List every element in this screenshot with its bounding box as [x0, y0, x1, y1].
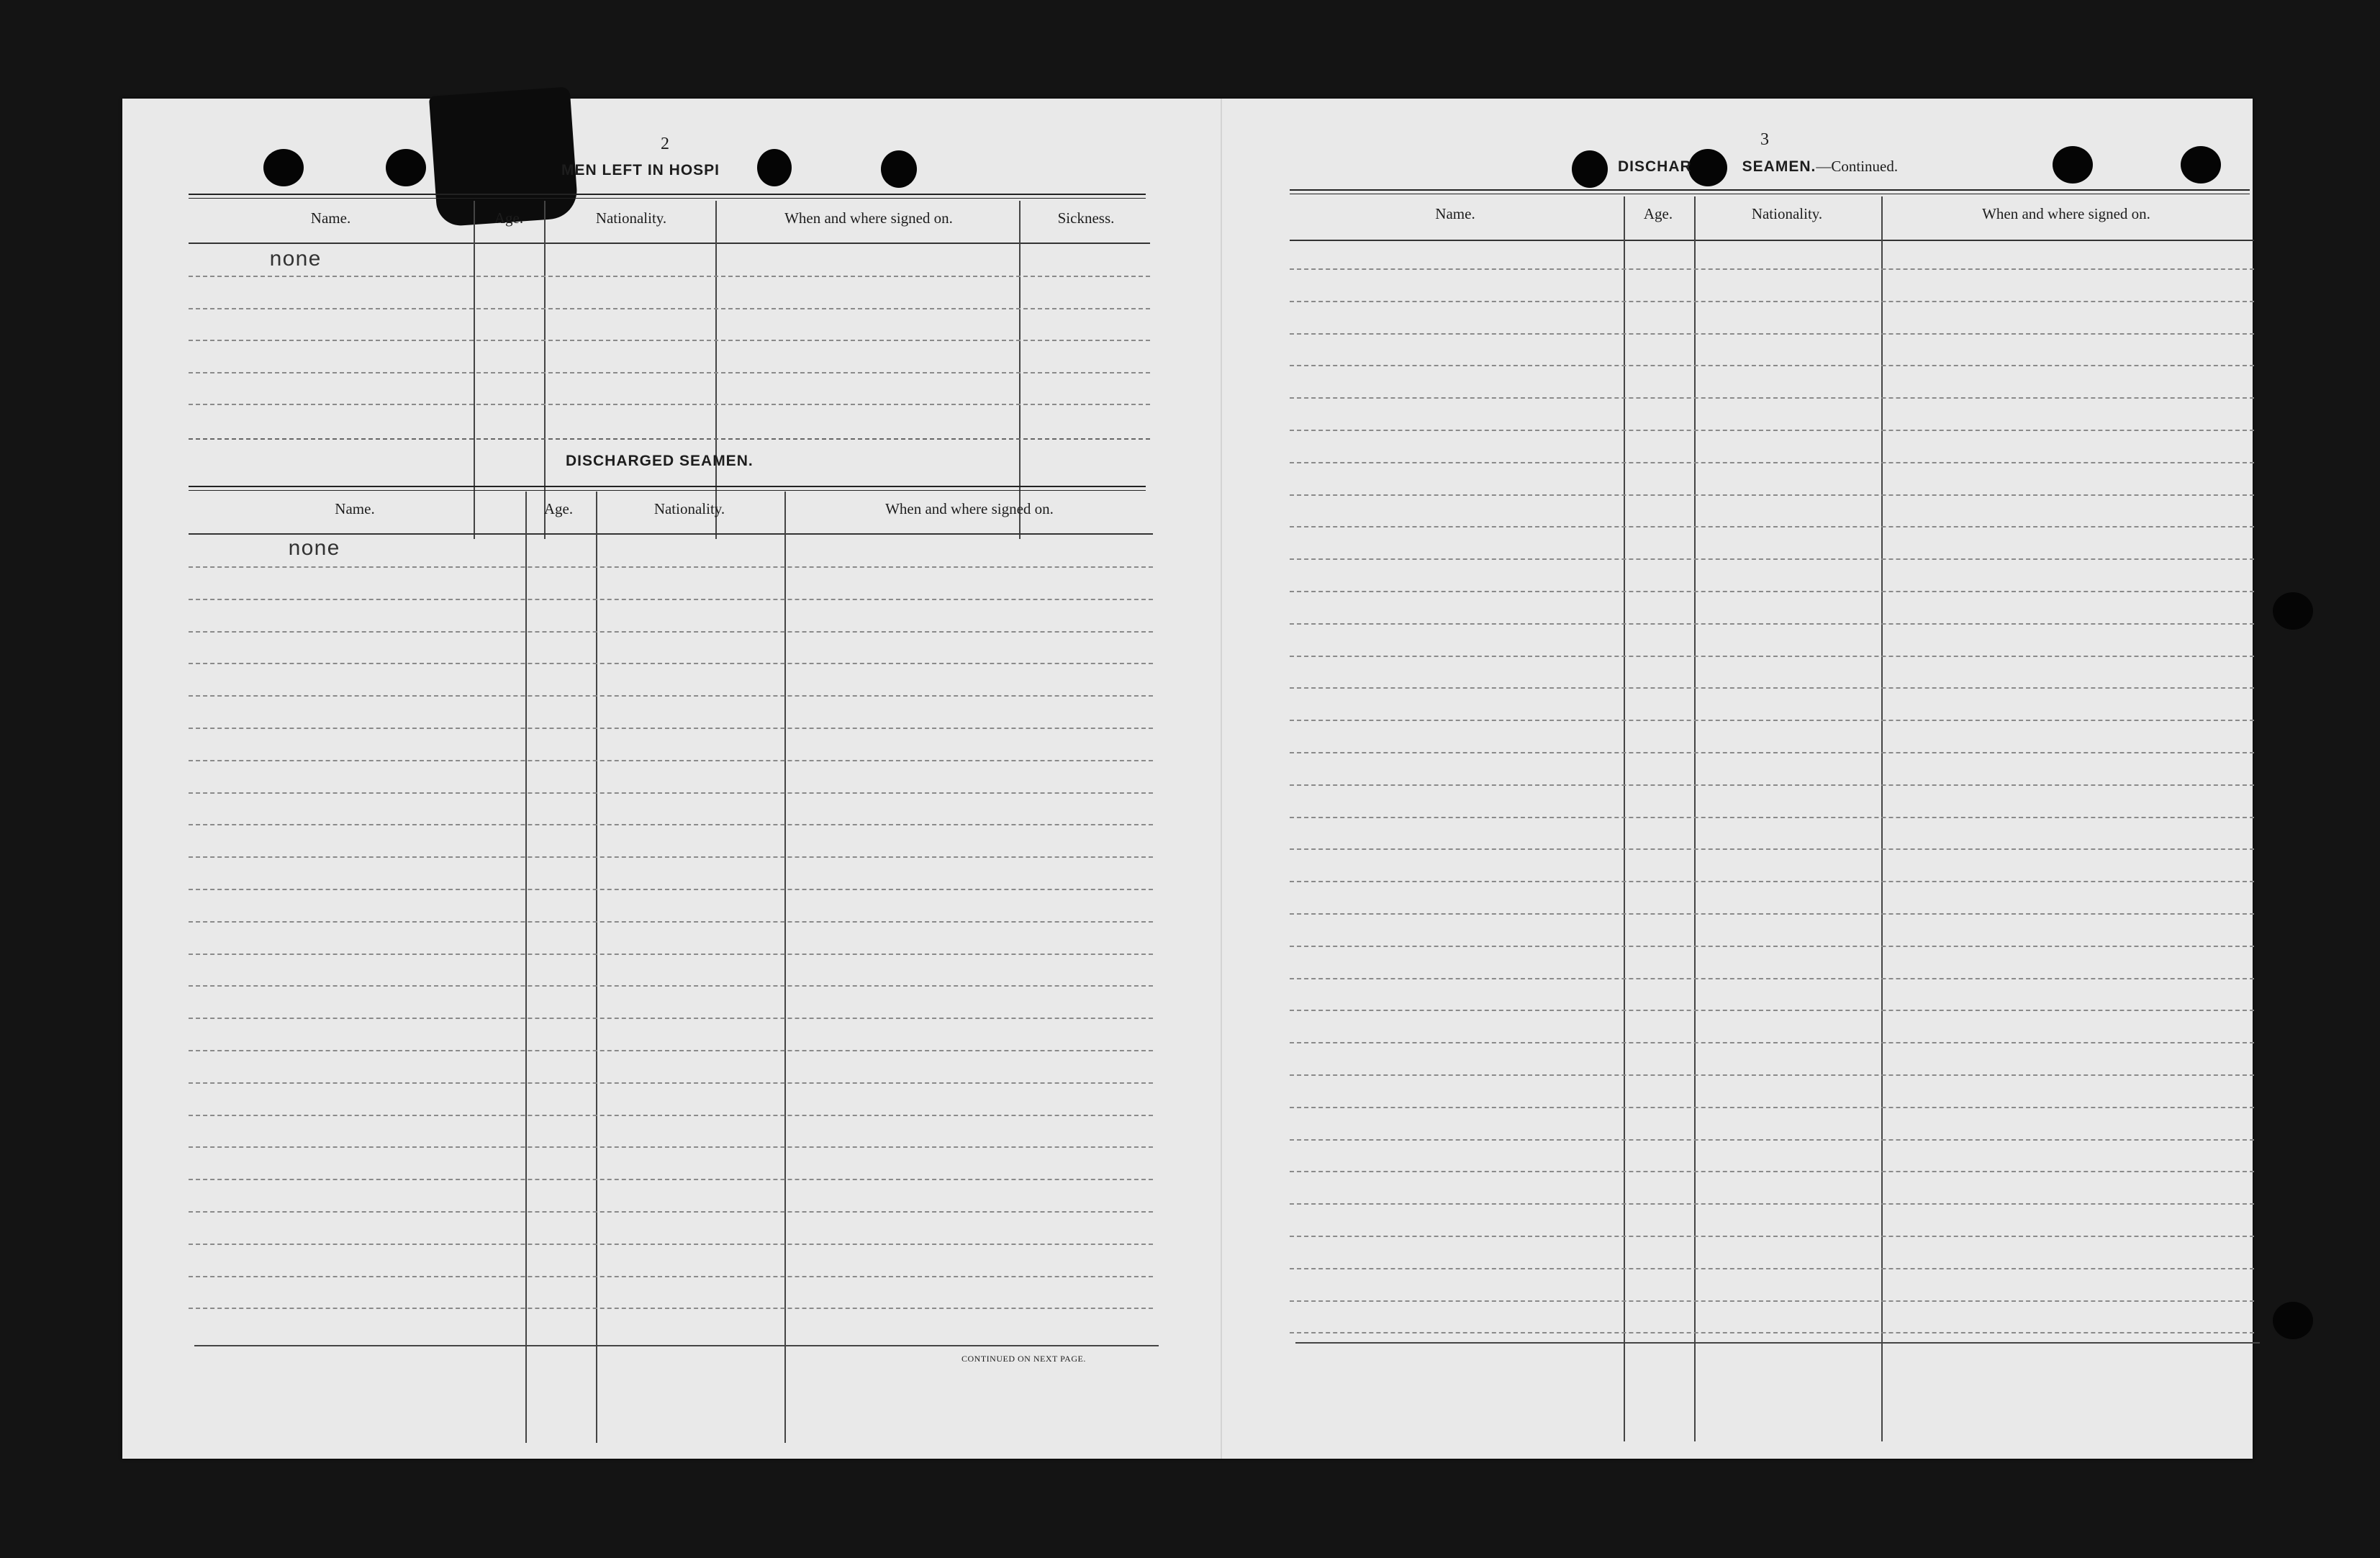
punch-hole [881, 150, 917, 188]
title-rule [189, 486, 1146, 491]
ruled-line [1290, 1236, 2254, 1237]
ruled-line [189, 1276, 1153, 1277]
col-header-signed-on: When and where signed on. [885, 500, 1054, 517]
ruled-line [189, 792, 1153, 794]
ruled-line [189, 695, 1153, 697]
ruled-line [1290, 1171, 2254, 1172]
ruled-line [189, 985, 1153, 987]
column-divider [1881, 196, 1883, 1441]
ruled-line [1290, 268, 2254, 270]
ruled-line [1290, 494, 2254, 496]
ruled-line [189, 1082, 1153, 1084]
ruled-line [1290, 430, 2254, 431]
col-header-name: Name. [1435, 205, 1475, 222]
ruled-line [189, 1115, 1153, 1116]
ruled-line [1290, 365, 2254, 366]
punch-hole [2053, 146, 2093, 184]
column-divider [596, 492, 597, 1443]
table-bottom-rule [1295, 1342, 2260, 1344]
col-header-nationality: Nationality. [653, 500, 725, 517]
col-header-age: Age. [543, 500, 574, 517]
ruled-line [189, 1018, 1153, 1019]
header-rule [189, 243, 1150, 244]
ruled-line [189, 1179, 1153, 1180]
section-bottom-rule [189, 438, 1150, 440]
ruled-line [189, 566, 1153, 568]
ruled-line [1290, 558, 2254, 560]
header-rule [189, 533, 1153, 535]
ruled-line [1290, 978, 2254, 979]
ruled-line [1290, 784, 2254, 786]
ruled-line [189, 372, 1150, 373]
handwritten-entry: none [288, 538, 340, 562]
title-part: SEAMEN. [1742, 158, 1816, 175]
handwritten-entry: none [269, 248, 322, 273]
title-part: DISCHAR [1618, 158, 1692, 175]
ruled-line [1290, 817, 2254, 818]
ruled-line [189, 824, 1153, 825]
continued-note: CONTINUED ON NEXT PAGE. [961, 1354, 1086, 1364]
ruled-line [189, 631, 1153, 633]
ruled-line [1290, 1332, 2254, 1333]
ruled-line [189, 1244, 1153, 1245]
ruled-line [1290, 946, 2254, 947]
ruled-line [1290, 1010, 2254, 1011]
col-header-nationality: Nationality. [595, 209, 667, 227]
col-header-signed-on: When and where signed on. [1982, 205, 2150, 222]
column-divider [525, 492, 527, 1443]
ruled-line [1290, 333, 2254, 335]
ruled-line [189, 404, 1150, 405]
header-rule [1290, 240, 2254, 241]
document-sheet [122, 99, 2253, 1459]
ruled-line [1290, 591, 2254, 592]
ruled-line [189, 760, 1153, 761]
title-rule [189, 194, 1146, 199]
table-bottom-rule [194, 1345, 1159, 1346]
punch-hole [386, 149, 426, 186]
ruled-line [189, 728, 1153, 729]
punch-hole [757, 149, 792, 186]
ruled-line [1290, 1203, 2254, 1205]
ruled-line [1290, 526, 2254, 527]
ruled-line [1290, 1107, 2254, 1108]
column-divider [784, 492, 786, 1443]
section-title-hospital: MEN LEFT IN HOSPI [561, 162, 720, 178]
col-header-sickness: Sickness. [1057, 209, 1115, 227]
ruled-line [1290, 656, 2254, 657]
ruled-line [1290, 881, 2254, 882]
ruled-line [189, 308, 1150, 309]
section-title-discharged-continued [1618, 158, 1898, 176]
ruled-line [1290, 913, 2254, 915]
col-header-age: Age. [494, 209, 524, 227]
punch-hole [2181, 146, 2221, 184]
punch-hole [263, 149, 304, 186]
torn-corner [429, 86, 579, 227]
ruled-line [1290, 752, 2254, 753]
title-rule [1290, 189, 2250, 194]
ruled-line [1290, 1074, 2254, 1076]
punch-hole [2273, 592, 2313, 630]
col-header-age: Age. [1643, 205, 1673, 222]
column-divider [1624, 196, 1625, 1441]
punch-hole [2273, 1302, 2313, 1339]
ruled-line [189, 954, 1153, 955]
ruled-line [189, 276, 1150, 277]
ruled-line [1290, 687, 2254, 689]
column-divider [1694, 196, 1696, 1441]
ruled-line [189, 1308, 1153, 1309]
ruled-line [1290, 848, 2254, 850]
ruled-line [189, 1146, 1153, 1148]
page-fold [1221, 99, 1222, 1459]
ruled-line [1290, 397, 2254, 399]
page-number-left: 2 [661, 135, 669, 153]
ruled-line [1290, 1300, 2254, 1302]
col-header-name: Name. [335, 500, 375, 517]
title-suffix: —Continued. [1816, 158, 1899, 175]
ruled-line [1290, 1268, 2254, 1269]
ruled-line [1290, 720, 2254, 721]
col-header-name: Name. [310, 209, 351, 227]
punch-hole [1572, 150, 1608, 188]
ruled-line [189, 1211, 1153, 1213]
col-header-nationality: Nationality. [1751, 205, 1823, 222]
ruled-line [1290, 462, 2254, 463]
ruled-line [1290, 1042, 2254, 1043]
page-number-right: 3 [1760, 130, 1769, 149]
ruled-line [1290, 301, 2254, 302]
section-title-discharged: DISCHARGED SEAMEN. [566, 453, 754, 469]
ruled-line [189, 1050, 1153, 1051]
ruled-line [1290, 623, 2254, 625]
ruled-line [1290, 1139, 2254, 1141]
ruled-line [189, 856, 1153, 858]
ruled-line [189, 889, 1153, 890]
ruled-line [189, 663, 1153, 664]
col-header-signed-on: When and where signed on. [784, 209, 953, 227]
ruled-line [189, 921, 1153, 923]
ruled-line [189, 340, 1150, 341]
ruled-line [189, 599, 1153, 600]
